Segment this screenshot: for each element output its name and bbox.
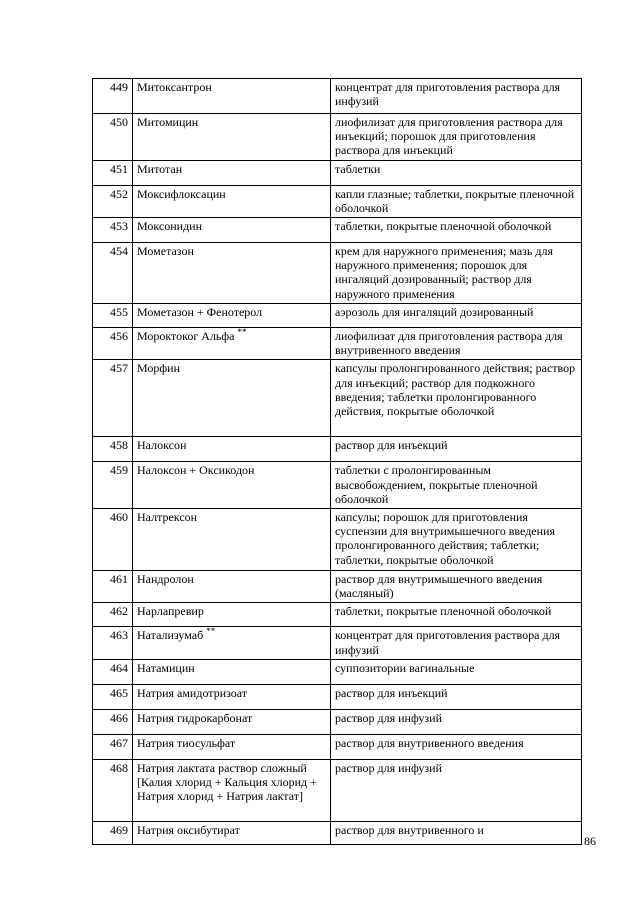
table-row bbox=[93, 243, 582, 304]
row-number: 467 bbox=[93, 734, 133, 759]
dosage-form-cell: суппозитории вагинальные bbox=[331, 659, 582, 684]
drug-name-cell bbox=[133, 734, 331, 759]
drug-name-cell bbox=[133, 759, 331, 821]
drug-name: Митомицин bbox=[137, 115, 199, 129]
drug-name-cell bbox=[133, 328, 331, 360]
table-row bbox=[93, 627, 582, 659]
drug-name: Налтрексон bbox=[137, 510, 198, 525]
dosage-form-cell: таблетки, покрытые пленочной оболочкой bbox=[331, 603, 582, 627]
drug-name-cell bbox=[133, 160, 331, 185]
table-row bbox=[93, 462, 582, 509]
dosage-form-cell: концентрат для приготовления раствора для инфузий bbox=[331, 627, 582, 659]
drug-name-cell bbox=[133, 821, 331, 844]
drug-name: Моксонидин bbox=[137, 219, 203, 234]
drug-name: Мороктоког Альфа bbox=[137, 329, 235, 344]
row-number: 463 bbox=[93, 627, 133, 659]
dosage-form-cell: раствор для инфузий bbox=[331, 759, 582, 821]
drug-name: Натрия гидрокарбонат bbox=[137, 710, 253, 725]
drug-name-cell bbox=[133, 509, 331, 571]
row-number: 454 bbox=[93, 243, 133, 304]
drug-name-cell bbox=[133, 627, 331, 659]
drug-name: Налоксон bbox=[137, 438, 187, 453]
row-number: 453 bbox=[93, 218, 133, 243]
dosage-form-cell: капсулы; порошок для приготовления суспензии для внутримышечного введения пролонгированного действия; таблетки; таблетки, покрытые оболочкой bbox=[331, 509, 582, 571]
drug-name: Нарлапревир bbox=[137, 604, 204, 619]
dosage-form-cell: раствор для внутривенного введения bbox=[331, 734, 582, 759]
dosage-form-cell: таблетки bbox=[331, 160, 582, 185]
drug-list-table bbox=[92, 78, 582, 845]
drug-name: Митотан bbox=[137, 161, 183, 176]
table-row bbox=[93, 437, 582, 462]
row-number: 455 bbox=[93, 304, 133, 328]
row-number: 460 bbox=[93, 509, 133, 571]
drug-name-cell bbox=[133, 304, 331, 328]
dosage-form-cell: концентрат для приготовления раствора для инфузий bbox=[331, 79, 582, 114]
row-number: 449 bbox=[93, 79, 133, 114]
drug-name-cell bbox=[133, 437, 331, 462]
drug-name: Митоксантрон bbox=[137, 80, 212, 94]
dosage-form-cell: раствор для инъекций bbox=[331, 684, 582, 709]
special-mark: ** bbox=[206, 626, 216, 637]
table-row bbox=[93, 759, 582, 821]
table-row bbox=[93, 509, 582, 571]
table-row bbox=[93, 185, 582, 217]
drug-name: Натамицин bbox=[137, 660, 195, 675]
drug-name-cell bbox=[133, 360, 331, 437]
row-number: 451 bbox=[93, 160, 133, 185]
drug-name: Морфин bbox=[137, 361, 180, 376]
drug-name: Натрия оксибутират bbox=[137, 822, 240, 837]
drug-name-cell bbox=[133, 218, 331, 243]
special-mark: ** bbox=[237, 327, 247, 338]
dosage-form-cell: таблетки с пролонгированным высвобождением, покрытые пленочной оболочкой bbox=[331, 462, 582, 509]
table-row bbox=[93, 160, 582, 185]
drug-name-cell bbox=[133, 684, 331, 709]
row-number: 459 bbox=[93, 462, 133, 509]
row-number: 464 bbox=[93, 659, 133, 684]
row-number: 466 bbox=[93, 709, 133, 734]
drug-name-cell bbox=[133, 114, 331, 161]
row-number: 458 bbox=[93, 437, 133, 462]
drug-name: Мометазон + Фенотерол bbox=[137, 305, 263, 320]
drug-name: Мометазон bbox=[137, 244, 194, 259]
drug-name: Налоксон + Оксикодон bbox=[137, 463, 255, 478]
drug-name: Натрия амидотризоат bbox=[137, 685, 248, 700]
drug-name: Натрия тиосульфат bbox=[137, 735, 236, 750]
row-number: 457 bbox=[93, 360, 133, 437]
dosage-form-cell: капсулы пролонгированного действия; раствор для инъекций; раствор для подкожного введения; таблетки пролонгированного действия, покрытые оболочкой bbox=[331, 360, 582, 437]
drug-name-cell bbox=[133, 243, 331, 304]
drug-name-cell bbox=[133, 659, 331, 684]
drug-name: Натализумаб bbox=[137, 628, 204, 643]
table-row bbox=[93, 218, 582, 243]
dosage-form-cell: раствор для внутримышечного введения (масляный) bbox=[331, 571, 582, 603]
dosage-form-cell: аэрозоль для ингаляций дозированный bbox=[331, 304, 582, 328]
row-number: 469 bbox=[93, 821, 133, 844]
drug-name-cell bbox=[133, 709, 331, 734]
table-row bbox=[93, 328, 582, 360]
table-row bbox=[93, 571, 582, 603]
table-row bbox=[93, 360, 582, 437]
table-row bbox=[93, 114, 582, 161]
drug-name-cell bbox=[133, 462, 331, 509]
table-row bbox=[93, 821, 582, 844]
drug-name-cell bbox=[133, 571, 331, 603]
row-number: 465 bbox=[93, 684, 133, 709]
dosage-form-cell: раствор для инъекций bbox=[331, 437, 582, 462]
table-row bbox=[93, 709, 582, 734]
table-row bbox=[93, 684, 582, 709]
drug-name: Нандролон bbox=[137, 572, 194, 587]
drug-name: Натрия лактата раствор сложный [Калия хлорид + Кальция хлорид + Натрия хлорид + Натрия лактат] bbox=[137, 760, 317, 804]
drug-name: Моксифлоксацин bbox=[137, 186, 226, 201]
table-row bbox=[93, 304, 582, 328]
row-number: 462 bbox=[93, 603, 133, 627]
dosage-form-cell: крем для наружного применения; мазь для наружного применения; порошок для ингаляций дозированный; раствор для наружного применения bbox=[331, 243, 582, 304]
table-row bbox=[93, 659, 582, 684]
drug-name-cell bbox=[133, 79, 331, 114]
table-row bbox=[93, 79, 582, 114]
row-number: 450 bbox=[93, 114, 133, 161]
drug-name-cell bbox=[133, 185, 331, 217]
drug-list-body bbox=[93, 79, 582, 845]
dosage-form-cell: таблетки, покрытые пленочной оболочкой bbox=[331, 218, 582, 243]
dosage-form-cell: капли глазные; таблетки, покрытые пленочной оболочкой bbox=[331, 185, 582, 217]
row-number: 456 bbox=[93, 328, 133, 360]
dosage-form-cell: раствор для инфузий bbox=[331, 709, 582, 734]
dosage-form-cell: лиофилизат для приготовления раствора для внутривенного введения bbox=[331, 328, 582, 360]
page-number: 86 bbox=[584, 834, 596, 848]
row-number: 452 bbox=[93, 185, 133, 217]
table-row bbox=[93, 734, 582, 759]
dosage-form-cell: лиофилизат для приготовления раствора для инъекций; порошок для приготовления раствора для инъекций bbox=[331, 114, 582, 161]
drug-name-cell bbox=[133, 603, 331, 627]
row-number: 468 bbox=[93, 759, 133, 821]
table-row bbox=[93, 603, 582, 627]
row-number: 461 bbox=[93, 571, 133, 603]
dosage-form-cell: раствор для внутривенного и bbox=[331, 821, 582, 844]
